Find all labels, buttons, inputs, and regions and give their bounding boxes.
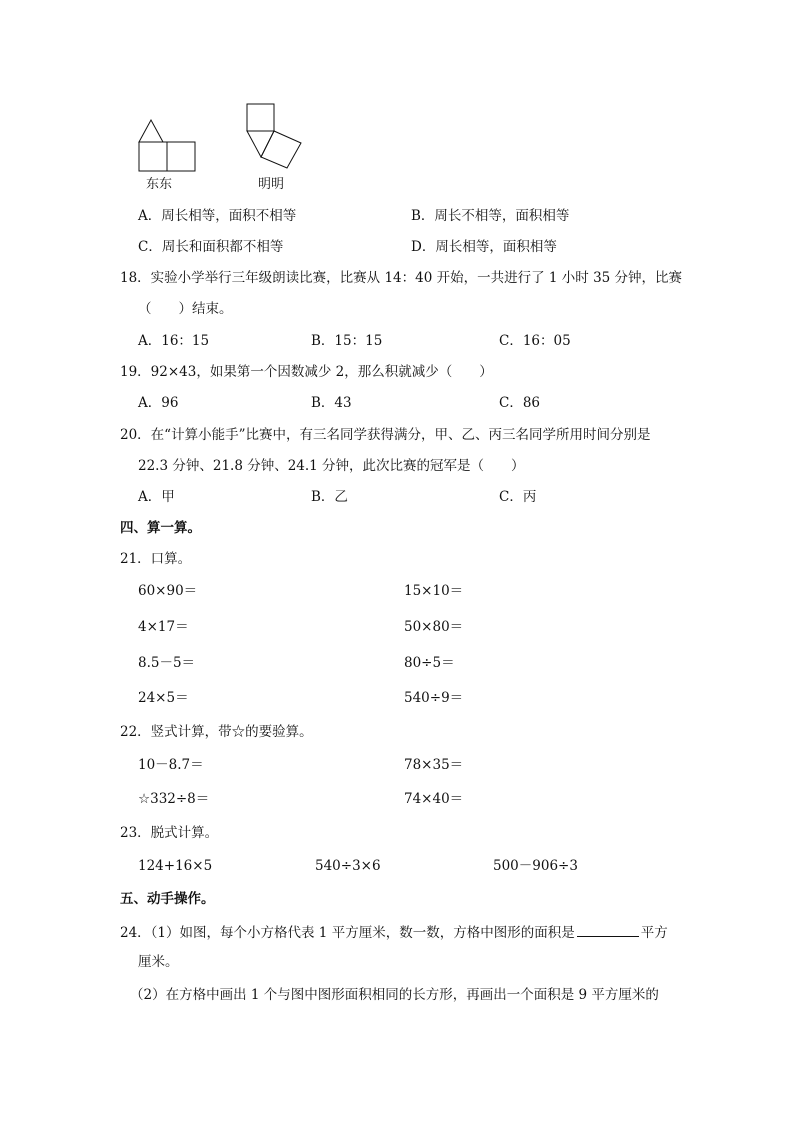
- q24-text-line3: （2）在方格中画出 1 个与图中图形面积相同的长方形，再画出一个面积是 9 平方厘米的: [130, 987, 659, 1003]
- q20-option-b: B．乙: [311, 489, 348, 505]
- section-heading-5: 五、动手操作。: [120, 891, 215, 907]
- q18-text-line1: 18．实验小学举行三年级朗读比赛，比赛从 14：40 开始，一共进行了 1 小时 35 分钟，比赛: [120, 270, 683, 286]
- q24-text-line1: [120, 922, 668, 942]
- q18-option-c: C．16：05: [499, 333, 571, 349]
- q17-option-d: D．周长相等，面积相等: [411, 239, 557, 255]
- q17-option-b: B．周长不相等，面积相等: [411, 208, 570, 224]
- q21-item: 4×17＝: [138, 619, 189, 635]
- q23-title: 23．脱式计算。: [120, 825, 219, 841]
- q24-question: 24．（1）如图，每个小方格代表 1 平方厘米，数一数，方格中图形的面积是: [120, 925, 575, 941]
- q20-text-line2: 22.3 分钟、21.8 分钟、24.1 分钟，此次比赛的冠军是（ ）: [138, 458, 525, 474]
- q19-option-c: C．86: [499, 395, 541, 411]
- q22-title: 22．竖式计算，带☆的要验算。: [120, 724, 313, 740]
- q23-item: 124+16×5: [138, 858, 213, 874]
- q21-title: 21．口算。: [120, 551, 192, 567]
- q21-item: 60×90＝: [138, 583, 198, 599]
- q23-item: 500－906÷3: [493, 858, 578, 874]
- q20-text-line1: 20．在“计算小能手”比赛中，有三名同学获得满分，甲、乙、丙三名同学所用时间分别是: [120, 427, 651, 443]
- dongdong-shape: [139, 120, 195, 171]
- q22-item: 74×40＝: [404, 791, 464, 807]
- q19-option-b: B．43: [311, 395, 352, 411]
- q23-item: 540÷3×6: [315, 858, 381, 874]
- q20-option-a: A．甲: [138, 489, 175, 505]
- mingming-shape: [247, 104, 301, 168]
- q21-item: 50×80＝: [404, 619, 464, 635]
- answer-blank[interactable]: [577, 922, 639, 937]
- q18-text-line2: （ ）结束。: [138, 301, 233, 317]
- section-heading-4: 四、算一算。: [120, 520, 201, 536]
- q21-item: 540÷9＝: [404, 690, 464, 706]
- q18-option-b: B．15：15: [311, 333, 383, 349]
- q21-item: 80÷5＝: [404, 655, 455, 671]
- q24-text-line2: 厘米。: [138, 954, 179, 970]
- q17-option-a: A．周长相等，面积不相等: [138, 208, 297, 224]
- q19-text: 19．92×43，如果第一个因数减少 2，那么积就减少（ ）: [120, 364, 493, 380]
- q22-item: 10－8.7＝: [138, 757, 204, 773]
- q17-option-c: C．周长和面积都不相等: [138, 239, 284, 255]
- q21-item: 15×10＝: [404, 583, 464, 599]
- q21-item: 24×5＝: [138, 690, 189, 706]
- q21-item: 8.5－5＝: [138, 655, 196, 671]
- caption-mingming: 明明: [258, 177, 285, 192]
- q20-option-c: C．丙: [499, 489, 537, 505]
- q24-unit: 平方: [640, 925, 668, 941]
- q18-option-a: A．16：15: [138, 333, 210, 349]
- q19-option-a: A．96: [138, 395, 179, 411]
- q22-item: ☆332÷8＝: [138, 791, 210, 807]
- caption-dongdong: 东东: [146, 177, 173, 192]
- q22-item: 78×35＝: [404, 757, 464, 773]
